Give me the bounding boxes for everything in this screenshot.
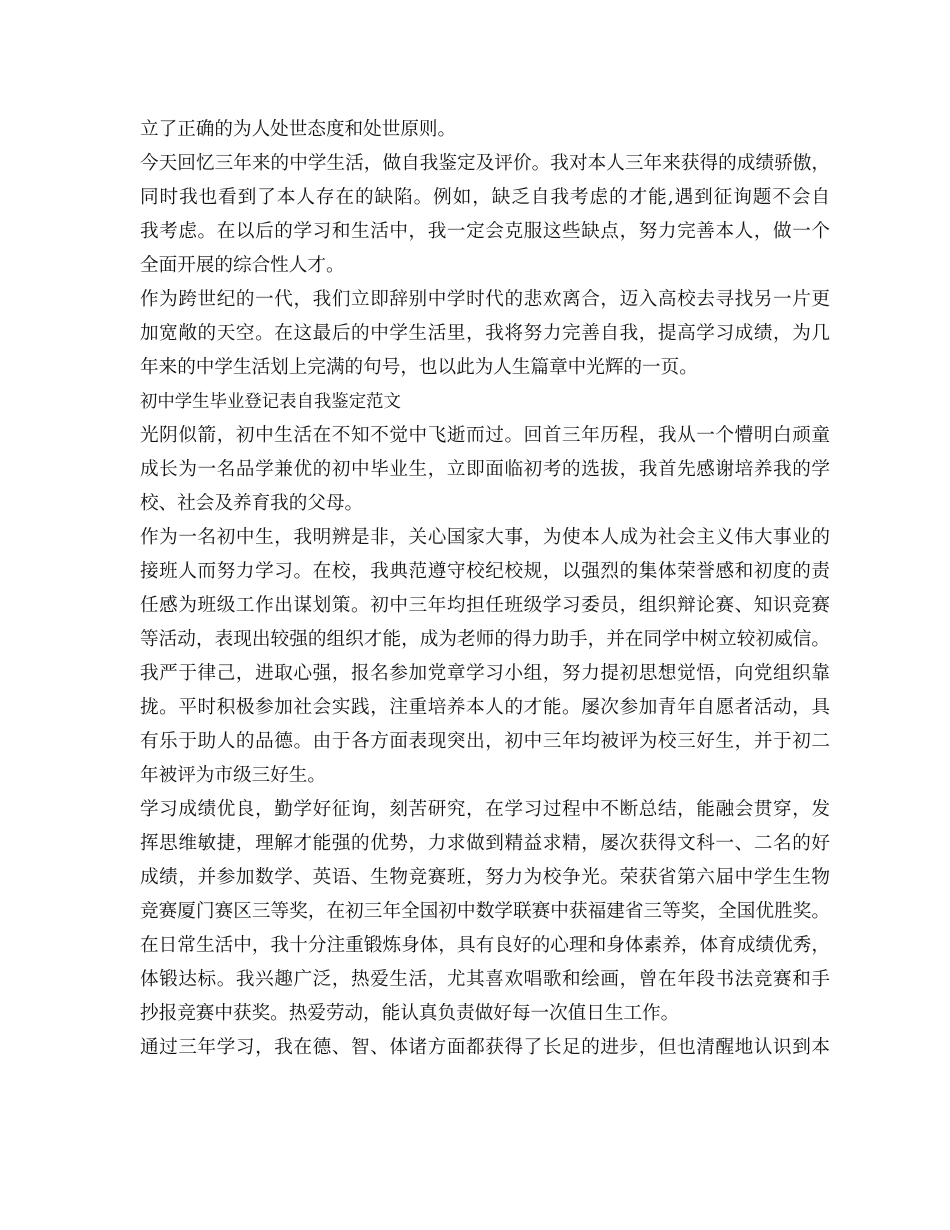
- text-line: 作为一名初中生，我明辨是非，关心国家大事，为使本人成为社会主义伟大事业的: [140, 527, 830, 548]
- text-line: 成绩，并参加数学、英语、生物竞赛班，努力为校争光。荣获省第六届中学生生物: [140, 867, 830, 888]
- text-line: 抄报竞赛中获奖。热爱劳动，能认真负责做好每一次值日生工作。: [140, 1003, 680, 1024]
- text-line: 年来的中学生活划上完满的句号，也以此为人生篇章中光辉的一页。: [140, 357, 698, 378]
- text-line: 拢。平时积极参加社会实践，注重培养本人的才能。屡次参加青年自愿者活动，具: [140, 697, 830, 718]
- text-line: 成长为一名品学兼优的初中毕业生，立即面临初考的选拔，我首先感谢培养我的学: [140, 459, 830, 480]
- text-line: 体锻达标。我兴趣广泛，热爱生活，尤其喜欢唱歌和绘画，曾在年段书法竞赛和手: [140, 969, 830, 990]
- text-line: 竞赛厦门赛区三等奖，在初三年全国初中数学联赛中获福建省三等奖，全国优胜奖。: [140, 901, 830, 922]
- text-line: 学习成绩优良，勤学好征询，刻苦研究，在学习过程中不断总结，能融会贯穿，发: [140, 799, 830, 820]
- text-line: 作为跨世纪的一代，我们立即辞别中学时代的悲欢离合，迈入高校去寻找另一片更: [140, 289, 830, 310]
- text-line: 挥思维敏捷，理解才能强的优势，力求做到精益求精，屡次获得文科一、二名的好: [140, 833, 830, 854]
- text-line: 同时我也看到了本人存在的缺陷。例如，缺乏自我考虑的才能,遇到征询题不会自: [140, 187, 830, 208]
- text-line: 接班人而努力学习。在校，我典范遵守校纪校规，以强烈的集体荣誉感和初度的责: [140, 561, 830, 582]
- text-line: 今天回忆三年来的中学生活，做自我鉴定及评价。我对本人三年来获得的成绩骄傲，: [140, 153, 830, 174]
- text-line: 等活动，表现出较强的组织才能，成为老师的得力助手，并在同学中树立较初威信。: [140, 629, 830, 650]
- text-line: 在日常生活中，我十分注重锻炼身体，具有良好的心理和身体素养，体育成绩优秀，: [140, 935, 830, 956]
- text-line: 有乐于助人的品德。由于各方面表现突出，初中三年均被评为校三好生，并于初二: [140, 731, 830, 752]
- text-line: 校、社会及养育我的父母。: [140, 493, 364, 514]
- text-line: 光阴似箭，初中生活在不知不觉中飞逝而过。回首三年历程，我从一个懵明白顽童: [140, 425, 830, 446]
- text-line: 我考虑。在以后的学习和生活中，我一定会克服这些缺点，努力完善本人，做一个: [140, 221, 830, 242]
- text-line: 立了正确的为人处世态度和处世原则。: [140, 119, 457, 140]
- text-line: 我严于律己，进取心强，报名参加党章学习小组，努力提初思想觉悟，向党组织靠: [140, 663, 830, 684]
- text-line: 加宽敞的天空。在这最后的中学生活里，我将努力完善自我，提高学习成绩，为几: [140, 323, 830, 344]
- text-line: 通过三年学习，我在德、智、体诸方面都获得了长足的进步，但也清醒地认识到本: [140, 1037, 830, 1058]
- text-line: 年被评为市级三好生。: [140, 765, 326, 786]
- text-line: 任感为班级工作出谋划策。初中三年均担任班级学习委员，组织辩论赛、知识竞赛: [140, 595, 830, 616]
- section-heading: 初中学生毕业登记表自我鉴定范文: [140, 392, 401, 412]
- document-body: [140, 113, 830, 1065]
- text-line: 全面开展的综合性人才。: [140, 255, 345, 276]
